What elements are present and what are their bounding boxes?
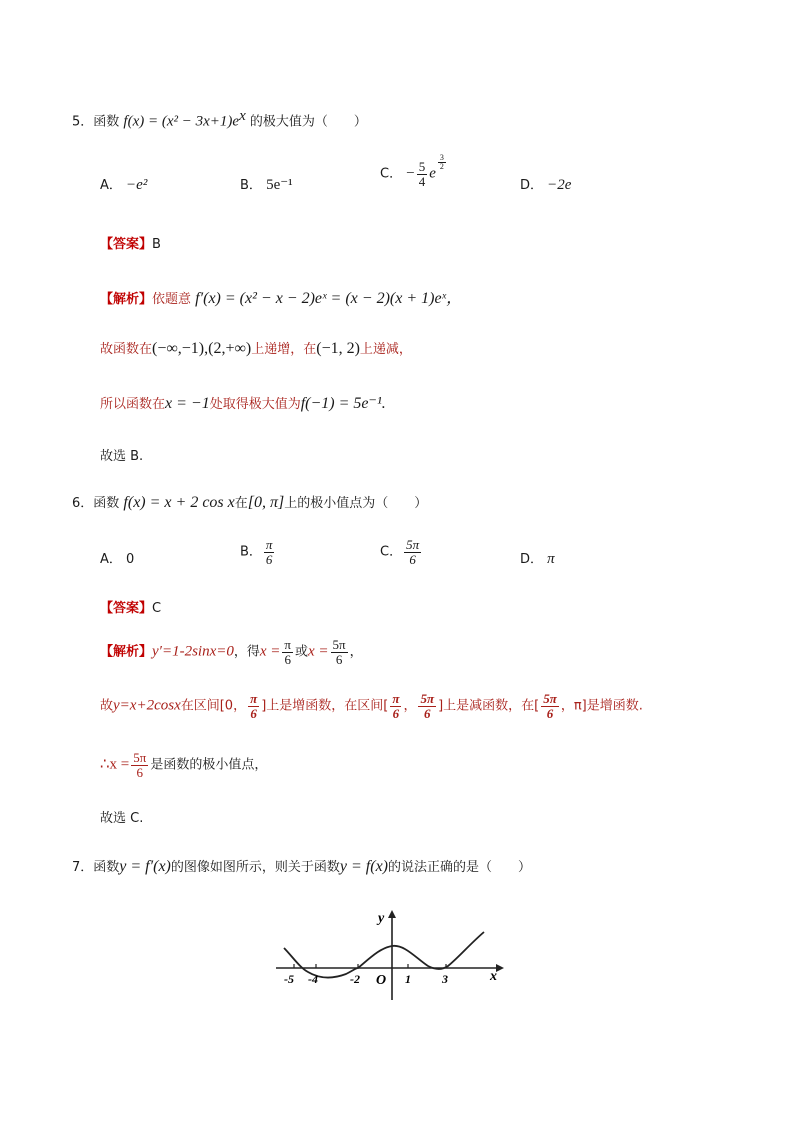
- denominator: 6: [265, 551, 273, 567]
- option-label: C．: [380, 166, 403, 182]
- question-tail: 上的极小值点为（ ）: [284, 496, 428, 511]
- option-label: A．: [100, 552, 122, 567]
- conclusion-text: 故选 B.: [100, 449, 144, 464]
- derivative-graph: [270, 900, 510, 1010]
- analysis-text: ，: [403, 698, 417, 714]
- question-text: 的图像如图所示，则关于函数: [170, 860, 340, 875]
- denominator: 6: [335, 651, 343, 667]
- option-label: B．: [240, 544, 262, 560]
- denominator: 4: [418, 173, 426, 189]
- denominator: 2: [439, 162, 444, 172]
- q5-analysis-line3: [100, 393, 386, 413]
- answer-value: B: [152, 237, 161, 252]
- q5-option-c: [380, 153, 448, 189]
- x-axis-label: x: [490, 969, 497, 984]
- denominator: 6: [136, 764, 144, 780]
- q6-option-a: [100, 548, 134, 567]
- interval: [0, π]: [247, 494, 285, 511]
- origin-label: O: [376, 973, 387, 988]
- analysis-text: ]上是增函数，在区间[: [261, 698, 389, 714]
- q7-stem: [72, 856, 531, 876]
- numerator: 5π: [420, 691, 435, 706]
- y-axis-label: y: [378, 911, 385, 926]
- minus-sign: −: [406, 165, 415, 182]
- analysis-text: ，: [349, 644, 363, 660]
- extremum-point: x = −1: [165, 395, 210, 412]
- option-label: B．: [240, 178, 262, 193]
- analysis-text: 处取得极大值为: [209, 397, 301, 412]
- numerator: 5π: [133, 750, 147, 765]
- answer-tag: 【答案】: [100, 237, 153, 252]
- q6-answer: [100, 597, 161, 616]
- derivative-curve: [284, 932, 484, 978]
- analysis-text: 所以函数在: [100, 397, 166, 412]
- tick-label: 1: [405, 972, 411, 986]
- q5-option-b: [240, 174, 293, 194]
- fraction: [331, 638, 348, 666]
- question-tail: 的说法正确的是（ ）: [388, 860, 532, 875]
- analysis-text: 或: [294, 644, 308, 660]
- therefore-expression: ∴x =: [100, 756, 130, 773]
- q6-analysis-line3: [100, 751, 267, 779]
- fraction: [541, 692, 559, 720]
- answer-tag: 【答案】: [100, 601, 153, 616]
- variable: x =: [308, 643, 329, 660]
- fraction: [131, 751, 148, 779]
- analysis-text: 依题意: [152, 292, 192, 307]
- question-number: 5．函数: [72, 114, 120, 130]
- option-value: π: [547, 551, 555, 567]
- function-expression: f(x) = x + 2 cos x: [123, 494, 235, 511]
- fraction: [282, 638, 293, 666]
- question-tail: 的极大值为（ ）: [249, 114, 367, 130]
- fraction: [404, 538, 421, 566]
- x-axis-arrow: [496, 964, 504, 972]
- fraction: [248, 692, 259, 720]
- question-number: 6．函数: [72, 496, 120, 511]
- denominator: 6: [284, 651, 291, 667]
- q6-option-b: [240, 538, 276, 566]
- denominator: 6: [392, 705, 400, 721]
- numerator: 5π: [543, 691, 557, 706]
- numerator: 5π: [406, 537, 420, 552]
- option-label: C．: [380, 544, 403, 560]
- analysis-tag: 【解析】: [100, 292, 153, 307]
- analysis-text: 故函数在: [100, 342, 153, 357]
- q6-option-c: [380, 538, 423, 566]
- analysis-text: ，π]是增函数.: [560, 698, 643, 714]
- analysis-tag: 【解析】: [100, 644, 153, 660]
- function-expression: y=x+2cosx: [113, 697, 181, 714]
- q5-stem: [72, 108, 367, 130]
- q6-option-d: [520, 548, 555, 568]
- denominator: 6: [424, 705, 431, 721]
- option-value: −2e: [547, 177, 572, 193]
- tick-label: -4: [308, 972, 318, 986]
- q6-analysis-line1: [100, 638, 363, 666]
- numerator: π: [250, 691, 258, 706]
- decreasing-interval: (−1, 2): [316, 340, 360, 357]
- analysis-text: 是函数的极小值点，: [150, 757, 268, 773]
- numerator: 5π: [332, 637, 346, 652]
- numerator: π: [265, 537, 273, 552]
- analysis-text: 上递增，在: [251, 342, 317, 357]
- numerator: π: [284, 637, 291, 652]
- analysis-text: 上递减，: [359, 342, 412, 357]
- increasing-intervals: (−∞,−1),(2,+∞): [152, 340, 252, 357]
- analysis-text: ]上是减函数，在[: [438, 698, 540, 714]
- question-text: 在: [234, 496, 248, 511]
- function: y = f(x): [339, 858, 389, 875]
- conclusion-text: 故选 C.: [100, 811, 144, 826]
- denominator: 6: [409, 551, 416, 567]
- fraction: [264, 538, 275, 566]
- analysis-text: 在区间[0，: [180, 698, 247, 714]
- q5-analysis-line2: [100, 338, 412, 358]
- q5-option-a: [100, 174, 147, 194]
- exponent: x: [239, 108, 246, 124]
- derivative-function: y = f′(x): [119, 858, 171, 875]
- tick-label: -2: [350, 972, 360, 986]
- q6-stem: [72, 492, 427, 512]
- answer-value: C: [152, 601, 162, 616]
- function-expression: f(x) = (x² − 3x+1)e: [123, 113, 240, 130]
- option-value: e: [429, 165, 436, 182]
- tick-label: 3: [442, 972, 448, 986]
- option-value: −e²: [126, 177, 148, 193]
- denominator: 6: [250, 705, 257, 721]
- fraction: [418, 692, 436, 720]
- q6-analysis-line2: [100, 692, 643, 720]
- max-value: f(−1) = 5e⁻¹.: [300, 395, 386, 412]
- numerator: π: [392, 691, 400, 706]
- q5-option-d: [520, 174, 571, 194]
- derivative-equation: y′=1-2sinx=0: [152, 643, 234, 660]
- numerator: 3: [439, 153, 444, 162]
- q5-analysis-line1: [100, 285, 462, 308]
- option-value: 5e⁻¹: [266, 177, 293, 193]
- analysis-text: 故: [100, 698, 114, 714]
- q5-answer: [100, 233, 161, 252]
- option-label: D．: [520, 552, 544, 567]
- tick-label: -5: [284, 972, 294, 986]
- option-label: A．: [100, 178, 122, 193]
- analysis-text: ，得: [233, 644, 260, 660]
- denominator: 6: [546, 705, 554, 721]
- q5-conclusion: [100, 445, 143, 464]
- variable: x =: [259, 643, 281, 660]
- fraction: [390, 692, 401, 720]
- q6-conclusion: [100, 807, 143, 826]
- y-axis-arrow: [388, 910, 396, 918]
- numerator: 5: [418, 159, 426, 174]
- fraction: [417, 160, 428, 188]
- question-number: 7．函数: [72, 860, 120, 875]
- option-value: 0: [126, 552, 135, 567]
- option-label: D．: [520, 178, 544, 193]
- derivative-expression: f′(x) = (x² − x − 2)eˣ = (x − 2)(x + 1)eˣ，: [195, 290, 463, 307]
- exponent-fraction: [438, 154, 446, 172]
